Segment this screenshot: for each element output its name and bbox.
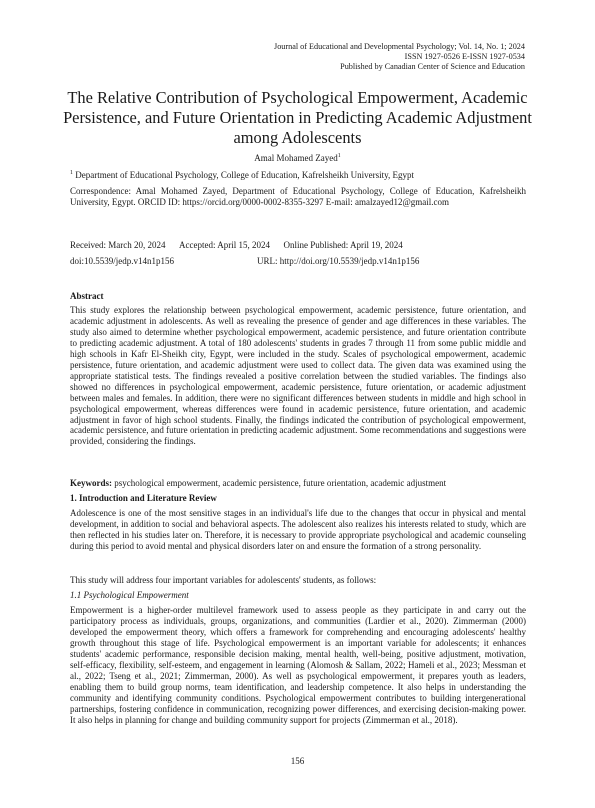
doi-row — [70, 256, 526, 267]
journal-header-line-1: Journal of Educational and Developmental Psychology; Vol. 14, No. 1; 2024 — [274, 42, 525, 51]
subsection-heading: 1.1 Psychological Empowerment — [70, 590, 189, 600]
abstract-heading: Abstract — [70, 291, 104, 301]
affiliation — [70, 168, 526, 181]
section-heading: 1. Introduction and Literature Review — [70, 493, 217, 503]
journal-header — [274, 42, 525, 73]
paragraph: Empowerment is a higher-order multilevel framework used to assess people as they participate in and carry out the participatory process as individuals, groups, organizations, and communities (Lardier et al., 2020). Zimmerman (2000) developed the empowerment theory, which offers a framework for comprehending and encouraging adolescents' healthy growth throughout this stage of life. Psychological empowerment is an important variable for adolescents; it enhances students' academic performance, responsible decision making, mental health, well-being, positive adjustment, motivation, self-efficacy, flexibility, self-esteem, and engagement in learning (Alomosh & Sallam, 2022; Hameli et al., 2023; Messman et al., 2022; Tseng et al., 2021; Zimmerman, 2000). As well as psychological empowerment, it prepares youth as leaders, enabling them to build group norms, team identification, and leadership competence. It also helps in understanding the community and identifying community conditions. Psychological empowerment contributes to building intergenerational partnerships, fostering confidence in communication, recognizing power differences, and exercising decision-making power. It also helps in planning for change and building community support for projects (Zimmerman et al., 2018). — [70, 605, 526, 725]
paragraph: This study will address four important variables for adolescents' students, as follows: — [70, 575, 377, 585]
received-date: Received: March 20, 2024 — [70, 240, 166, 250]
page-number: 156 — [290, 756, 305, 766]
doi-url-link[interactable]: URL: http://doi.org/10.5539/jedp.v14n1p156 — [257, 256, 420, 266]
published-date: Online Published: April 19, 2024 — [283, 240, 403, 250]
correspondence: Correspondence: Amal Mohamed Zayed, Department of Educational Psychology, College of Education, Kafrelsheikh University, Egypt. ORCID ID: https://orcid.org/0000-0002-8355-3297 E-mail: amalzayed12@gmail.com — [70, 186, 526, 208]
keywords-label: Keywords: — [70, 478, 112, 488]
journal-header-line-3: Published by Canadian Center of Science and Education — [340, 62, 525, 72]
keywords-text: psychological empowerment, academic persistence, future orientation, academic adjustment — [112, 478, 447, 488]
author-affiliation-marker: 1 — [337, 153, 341, 159]
journal-header-line-2: ISSN 1927-0526 E-ISSN 1927-0534 — [404, 52, 525, 62]
abstract-body: This study explores the relationship between psychological empowerment, academic persistence, future orientation, and academic adjustment in adolescents. As well as revealing the presence of gender and age differences in these variables. The study also aimed to determine whether psychological empowerment, academic persistence, and future orientation contribute to predicting academic adjustment. A total of 180 adolescents' students in grades 7 through 11 from some public middle and high schools in Kafr El-Sheikh city, Egypt, were included in the study. Scales of psychological empowerment, academic persistence, future orientation, and academic adjustment were used to collect data. The given data was examined using the appropriate statistical tests. The findings revealed a positive correlation between the studied variables. The findings also showed no differences in psychological empowerment, academic persistence, future orientation, or academic adjustment between males and females. In addition, there were no significant differences between students in middle and high school in psychological empowerment, whereas differences were found in academic persistence, future orientation, and academic adjustment in favor of high school students. Finally, the findings indicated the contribution of psychological empowerment, academic persistence, and future orientation in predicting academic adjustment. Some recommendations and suggestions were provided, considering the findings. — [70, 305, 526, 447]
accepted-date: Accepted: April 15, 2024 — [178, 240, 270, 250]
author-name: Amal Mohamed Zayed — [254, 153, 338, 163]
keywords — [70, 478, 526, 489]
publication-dates — [70, 240, 526, 251]
doi: doi:10.5539/jedp.v14n1p156 — [70, 256, 174, 266]
author-line — [0, 153, 595, 163]
paragraph: Adolescence is one of the most sensitive stages in an individual's life due to the changes that occur in physical and mental development, in addition to social and behavioral aspects. The adolescent also realizes his interests related to study, which are then reflected in his studies later on. Therefore, it is necessary to provide appropriate psychological and academic counseling during this period to avoid mental and physical disorders later on and ensure the formation of a strong personality. — [70, 508, 526, 551]
paper-title: The Relative Contribution of Psychological Empowerment, Academic Persistence, and Future Orientation in Predicting Academic Adjustment among Adolescents — [63, 88, 532, 147]
affiliation-marker: 1 — [70, 170, 73, 176]
affiliation-text: Department of Educational Psychology, College of Education, Kafrelsheikh University, Egypt — [73, 170, 414, 180]
